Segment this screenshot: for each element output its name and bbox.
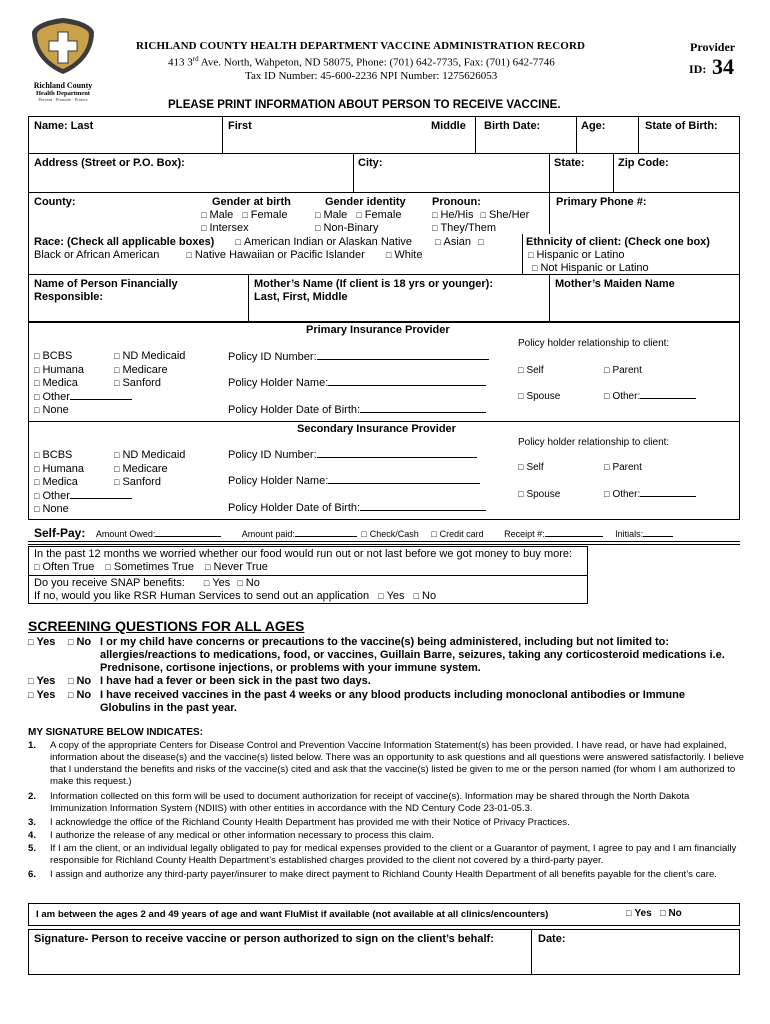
rsr-no-checkbox[interactable]: □ No — [414, 590, 437, 602]
secondary-none-checkbox[interactable]: □ None — [34, 503, 132, 517]
screening-question-3: I have received vaccines in the past 4 weeks or any blood products including monoclonal antibodies or Immune Globulins in the past year. — [100, 689, 685, 715]
secondary-holder-name[interactable]: Policy Holder Name: — [228, 475, 480, 487]
mother-name-label: Mother’s Name (If client is 18 yrs or younger): — [254, 278, 494, 290]
gender-identity-options — [315, 209, 401, 221]
primary-holder-name[interactable]: Policy Holder Name: — [228, 377, 486, 389]
logo-subtitle: Health Department — [36, 90, 90, 97]
financial-resp-label-2: Responsible: — [34, 291, 104, 303]
secondary-medica-checkbox[interactable]: □ Medica — [34, 476, 132, 490]
primary-other-checkbox[interactable]: □ Other — [34, 391, 132, 405]
address-label: Address (Street or P.O. Box): — [34, 157, 185, 169]
city-label: City: — [358, 157, 383, 169]
gender-birth-label: Gender at birth — [212, 196, 291, 208]
food-sometimes-checkbox[interactable]: □ Sometimes True — [105, 561, 194, 573]
id-label: ID: — [689, 62, 707, 76]
county-label: County: — [34, 196, 76, 208]
flumist-text: I am between the ages 2 and 49 years of age and want FluMist if available (not available at all clinics/encounters) — [36, 909, 549, 920]
pronoun-options — [432, 209, 529, 221]
secondary-other-checkbox[interactable]: □ Other — [34, 490, 132, 504]
race-asian-checkbox[interactable]: □ Asian — [435, 236, 471, 248]
secondary-sanford-checkbox[interactable]: □ Sanford — [114, 476, 185, 490]
shield-cross-icon — [24, 16, 102, 76]
race-white-checkbox[interactable]: □ White — [386, 249, 423, 261]
q1-yes-checkbox[interactable]: □ Yes — [28, 636, 55, 648]
signature-heading: MY SIGNATURE BELOW INDICATES: — [28, 727, 203, 738]
financial-resp-label-1: Name of Person Financially — [34, 278, 178, 290]
primary-bcbs-checkbox[interactable]: □ BCBS — [34, 350, 132, 364]
gi-female-checkbox[interactable]: □ Female — [356, 209, 401, 221]
primary-policy-id[interactable]: Policy ID Number: — [228, 351, 489, 363]
pr-theythem-checkbox[interactable]: □ They/Them — [432, 222, 496, 234]
primary-insurer-list-right — [114, 350, 185, 391]
consent-item-5: 5. If I am the client, or an individual legally obligated to pay for medical expenses provided to the client or a Guarantor of payment, I agree to pay and I am financially responsible for Richland County Health Department’s established charges provided to the client not covered by a third-party payer. — [28, 843, 737, 866]
primary-relationship-label: Policy holder relationship to client: — [518, 338, 670, 349]
consent-item-4: 4. I authorize the release of any medical or other information necessary to process this claim. — [28, 830, 434, 841]
gender-identity-label: Gender identity — [325, 196, 406, 208]
secondary-humana-checkbox[interactable]: □ Humana — [34, 463, 132, 477]
name-last-label: Name: Last — [34, 120, 94, 132]
eth-hispanic-checkbox[interactable]: □ Hispanic or Latino — [528, 249, 625, 261]
provider-label: Provider — [690, 40, 736, 54]
primary-phone-label: Primary Phone #: — [556, 196, 647, 208]
logo — [24, 16, 102, 102]
primary-medicare-checkbox[interactable]: □ Medicare — [114, 364, 185, 378]
primary-insurance-title: Primary Insurance Provider — [306, 324, 450, 336]
secondary-rel-spouse[interactable]: □ Spouse — [518, 489, 560, 500]
consent-item-3: 3. I acknowledge the office of the Richland County Health Department has provided me with their Notice of Privacy Practices. — [28, 817, 570, 828]
secondary-medicare-checkbox[interactable]: □ Medicare — [114, 463, 185, 477]
secondary-policy-id[interactable]: Policy ID Number: — [228, 449, 477, 461]
middle-name-label: Middle — [431, 120, 466, 132]
state-of-birth-label: State of Birth: — [645, 120, 718, 132]
address-line: 413 3rd Ave. North, Wahpeton, ND 58075, Phone: (701) 642-7735, Fax: (701) 642-7746 — [168, 55, 555, 69]
secondary-insurer-list-right — [114, 449, 185, 490]
secondary-rel-self[interactable]: □ Self — [518, 462, 544, 473]
pr-hehis-checkbox[interactable]: □ He/His — [432, 209, 473, 221]
race-nhpi-checkbox[interactable]: □ Native Hawaiian or Pacific Islander — [186, 249, 364, 261]
consent-item-6: 6. I assign and authorize any third-party payer/insurer to make direct payment to Richland County Health Department of all benefits payable for the client’s care. — [28, 869, 717, 880]
flumist-yes-checkbox[interactable]: □ Yes — [626, 908, 652, 919]
q2-no-checkbox[interactable]: □ No — [68, 675, 91, 687]
self-pay-row: Self-Pay: Amount Owed: Amount paid: □ Check/Cash □ Credit card Receipt #: Initials: — [34, 524, 740, 542]
q2-yes-checkbox[interactable]: □ Yes — [28, 675, 55, 687]
zip-label: Zip Code: — [618, 157, 669, 169]
page-title: RICHLAND COUNTY HEALTH DEPARTMENT VACCINE ADMINISTRATION RECORD — [136, 40, 586, 52]
pronoun-label: Pronoun: — [432, 196, 481, 208]
screening-title: SCREENING QUESTIONS FOR ALL AGES — [28, 618, 305, 634]
gender-birth-options — [201, 209, 287, 221]
primary-holder-dob[interactable]: Policy Holder Date of Birth: — [228, 404, 486, 416]
snap-yes-checkbox[interactable]: □ Yes — [204, 577, 230, 589]
check-cash-checkbox[interactable]: □ Check/Cash — [361, 529, 418, 539]
q3-no-checkbox[interactable]: □ No — [68, 689, 91, 701]
tax-line: Tax ID Number: 45-600-2236 NPI Number: 1275626053 — [245, 70, 498, 82]
gb-female-checkbox[interactable]: □ Female — [242, 209, 287, 221]
secondary-holder-dob[interactable]: Policy Holder Date of Birth: — [228, 502, 486, 514]
eth-not-hispanic-checkbox[interactable]: □ Not Hispanic or Latino — [532, 262, 649, 274]
snap-row: Do you receive SNAP benefits: □ Yes □ No — [34, 577, 260, 589]
secondary-rel-other[interactable]: □ Other: — [604, 489, 696, 500]
gb-intersex-checkbox[interactable]: □ Intersex — [201, 222, 249, 234]
secondary-rel-parent[interactable]: □ Parent — [604, 462, 642, 473]
food-often-checkbox[interactable]: □ Often True — [34, 561, 94, 573]
consent-item-2: 2. Information collected on this form will be used to document authorization for receipt of vaccine(s). Information may be shared through the North Dakota Immunization Information System (NDIIS) with other entities in accordance with the ND Century Code 23-01-05.3. — [28, 791, 690, 814]
rsr-row: If no, would you like RSR Human Services to send out an application □ Yes □ No — [34, 590, 436, 602]
consent-item-1: 1. A copy of the appropriate Centers for Disease Control and Prevention Vaccine Information Statement(s) has been provided. I have read, or have had explained, information about the disease(s) and the vaccine(s) listed below. There was an opportunity to ask questions and all questions were answered satisfactorily. I believe that I understand the benefits and risks of the vaccine(s) cited and ask that the vaccine(s) listed be given to me or the person named (for whom I am authorized to make this request.) — [28, 740, 744, 787]
food-options — [34, 561, 268, 573]
credit-card-checkbox[interactable]: □ Credit card — [431, 529, 483, 539]
maiden-name-label: Mother’s Maiden Name — [555, 278, 675, 290]
instruction-heading: PLEASE PRINT INFORMATION ABOUT PERSON TO RECEIVE VACCINE. — [168, 99, 561, 111]
primary-rel-spouse[interactable]: □ Spouse — [518, 391, 560, 402]
gi-male-checkbox[interactable]: □ Male — [315, 209, 347, 221]
ethnicity-label: Ethnicity of client: (Check one box) — [526, 236, 710, 248]
screening-question-2: I have had a fever or been sick in the past two days. — [100, 675, 371, 687]
secondary-nd-medicaid-checkbox[interactable]: □ ND Medicaid — [114, 449, 185, 463]
primary-rel-self[interactable]: □ Self — [518, 365, 544, 376]
food-question: In the past 12 months we worried whether our food would run out or not last before we got money to buy more: — [34, 548, 573, 560]
secondary-relationship-label: Policy holder relationship to client: — [518, 437, 670, 448]
age-label: Age: — [581, 120, 606, 132]
state-label: State: — [554, 157, 585, 169]
gb-male-checkbox[interactable]: □ Male — [201, 209, 233, 221]
snap-no-checkbox[interactable]: □ No — [237, 577, 260, 589]
primary-medica-checkbox[interactable]: □ Medica — [34, 377, 132, 391]
race-aian-checkbox[interactable]: □ American Indian or Alaskan Native — [235, 236, 412, 248]
provider-id: 34 — [712, 54, 734, 79]
date-label: Date: — [538, 933, 566, 945]
pr-sheher-checkbox[interactable]: □ She/Her — [481, 209, 530, 221]
secondary-bcbs-checkbox[interactable]: □ BCBS — [34, 449, 132, 463]
flumist-no-checkbox[interactable]: □ No — [660, 908, 682, 919]
q1-no-checkbox[interactable]: □ No — [68, 636, 91, 648]
primary-rel-other[interactable]: □ Other: — [604, 391, 696, 402]
secondary-insurance-title: Secondary Insurance Provider — [297, 423, 456, 435]
birth-date-label: Birth Date: — [484, 120, 541, 132]
screening-question-1: I or my child have concerns or precautions to the vaccine(s) being administered, including but not limited to: allergies/reactions to medications, food, or vaccines, Guillain Barre, seizures, taking any corticosteroid medications i.e. Prednisone, cortisone injections, or problems with your immune system. — [100, 636, 725, 675]
signature-label: Signature- Person to receive vaccine or person authorized to sign on the client’s behalf: — [34, 933, 494, 945]
primary-humana-checkbox[interactable]: □ Humana — [34, 364, 132, 378]
food-never-checkbox[interactable]: □ Never True — [205, 561, 268, 573]
gi-nonbinary-checkbox[interactable]: □ Non-Binary — [315, 222, 378, 234]
race-row-1: Race: (Check all applicable boxes) □ American Indian or Alaskan Native □ Asian □ — [34, 236, 487, 248]
first-name-label: First — [228, 120, 252, 132]
primary-sanford-checkbox[interactable]: □ Sanford — [114, 377, 185, 391]
race-row-2: Black or African American □ Native Hawaiian or Pacific Islander □ White — [34, 249, 422, 261]
primary-none-checkbox[interactable]: □ None — [34, 404, 132, 418]
primary-rel-parent[interactable]: □ Parent — [604, 365, 642, 376]
q3-yes-checkbox[interactable]: □ Yes — [28, 689, 55, 701]
logo-name: Richland County — [33, 81, 93, 90]
logo-tagline: Prevent · Promote · Protect — [38, 97, 88, 102]
primary-nd-medicaid-checkbox[interactable]: □ ND Medicaid — [114, 350, 185, 364]
mother-name-format: Last, First, Middle — [254, 291, 348, 303]
rsr-yes-checkbox[interactable]: □ Yes — [378, 590, 404, 602]
